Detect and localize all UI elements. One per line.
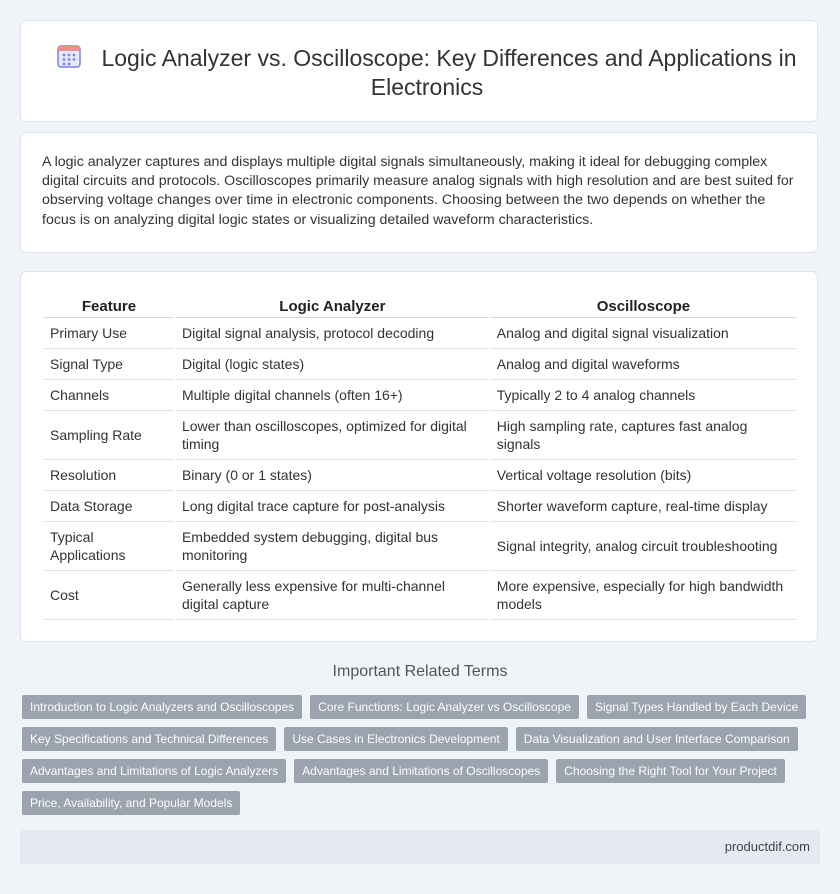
related-term-tag[interactable]: Price, Availability, and Popular Models xyxy=(22,791,240,815)
logic-analyzer-cell: Digital signal analysis, protocol decoding xyxy=(176,318,489,349)
oscilloscope-cell: Analog and digital signal visualization xyxy=(491,318,796,349)
logic-analyzer-cell: Lower than oscilloscopes, optimized for digital timing xyxy=(176,411,489,460)
oscilloscope-cell: Vertical voltage resolution (bits) xyxy=(491,460,796,491)
related-term-tag[interactable]: Introduction to Logic Analyzers and Oscilloscopes xyxy=(22,695,302,719)
feature-cell: Sampling Rate xyxy=(44,411,174,460)
calendar-icon xyxy=(57,43,81,69)
table-row xyxy=(44,349,796,380)
comparison-table xyxy=(42,294,798,620)
header-card xyxy=(20,20,818,122)
table-row xyxy=(44,380,796,411)
table-row xyxy=(44,571,796,620)
intro-card xyxy=(20,132,818,253)
header-feature: Feature xyxy=(44,294,174,318)
related-terms-tags xyxy=(22,695,812,815)
oscilloscope-cell: High sampling rate, captures fast analog signals xyxy=(491,411,796,460)
oscilloscope-cell: Shorter waveform capture, real-time display xyxy=(491,491,796,522)
header-logic-analyzer: Logic Analyzer xyxy=(176,294,489,318)
intro-paragraph: A logic analyzer captures and displays multiple digital signals simultaneously, making it ideal for debugging complex digital circuits and protocols. Oscilloscopes primarily measure analog signals with high resolution and are best suited for observing voltage changes over time in electronic components. Choosing between the two depends on whether the focus is on analyzing digital logic states or visualizing detailed waveform characteristics. xyxy=(42,154,794,228)
feature-cell: Resolution xyxy=(44,460,174,491)
feature-cell: Signal Type xyxy=(44,349,174,380)
related-term-tag[interactable]: Advantages and Limitations of Logic Analyzers xyxy=(22,759,286,783)
page-title-wrap xyxy=(49,43,805,102)
related-term-tag[interactable]: Advantages and Limitations of Oscilloscopes xyxy=(294,759,548,783)
feature-cell: Cost xyxy=(44,571,174,620)
feature-cell: Typical Applications xyxy=(44,522,174,571)
logic-analyzer-cell: Digital (logic states) xyxy=(176,349,489,380)
feature-cell: Primary Use xyxy=(44,318,174,349)
logic-analyzer-cell: Binary (0 or 1 states) xyxy=(176,460,489,491)
table-row xyxy=(44,491,796,522)
related-term-tag[interactable]: Core Functions: Logic Analyzer vs Oscilloscope xyxy=(310,695,579,719)
header-oscilloscope: Oscilloscope xyxy=(491,294,796,318)
related-term-tag[interactable]: Signal Types Handled by Each Device xyxy=(587,695,806,719)
comparison-table-card xyxy=(20,271,818,642)
related-terms-title: Important Related Terms xyxy=(332,663,508,680)
table-row xyxy=(44,411,796,460)
logic-analyzer-cell: Embedded system debugging, digital bus monitoring xyxy=(176,522,489,571)
table-row xyxy=(44,318,796,349)
logic-analyzer-cell: Generally less expensive for multi-channel digital capture xyxy=(176,571,489,620)
related-term-tag[interactable]: Choosing the Right Tool for Your Project xyxy=(556,759,785,783)
related-term-tag[interactable]: Use Cases in Electronics Development xyxy=(284,727,507,751)
footer xyxy=(20,830,820,864)
oscilloscope-cell: Signal integrity, analog circuit troubleshooting xyxy=(491,522,796,571)
logic-analyzer-cell: Multiple digital channels (often 16+) xyxy=(176,380,489,411)
site-link[interactable]: productdif.com xyxy=(724,839,810,854)
oscilloscope-cell: Typically 2 to 4 analog channels xyxy=(491,380,796,411)
oscilloscope-cell: More expensive, especially for high bandwidth models xyxy=(491,571,796,620)
related-term-tag[interactable]: Data Visualization and User Interface Comparison xyxy=(516,727,798,751)
feature-cell: Data Storage xyxy=(44,491,174,522)
table-row xyxy=(44,522,796,571)
table-row xyxy=(44,460,796,491)
feature-cell: Channels xyxy=(44,380,174,411)
logic-analyzer-cell: Long digital trace capture for post-analysis xyxy=(176,491,489,522)
table-header-row xyxy=(44,294,796,318)
page-title: Logic Analyzer vs. Oscilloscope: Key Differences and Applications in Electronics xyxy=(101,45,797,100)
oscilloscope-cell: Analog and digital waveforms xyxy=(491,349,796,380)
related-term-tag[interactable]: Key Specifications and Technical Differences xyxy=(22,727,276,751)
